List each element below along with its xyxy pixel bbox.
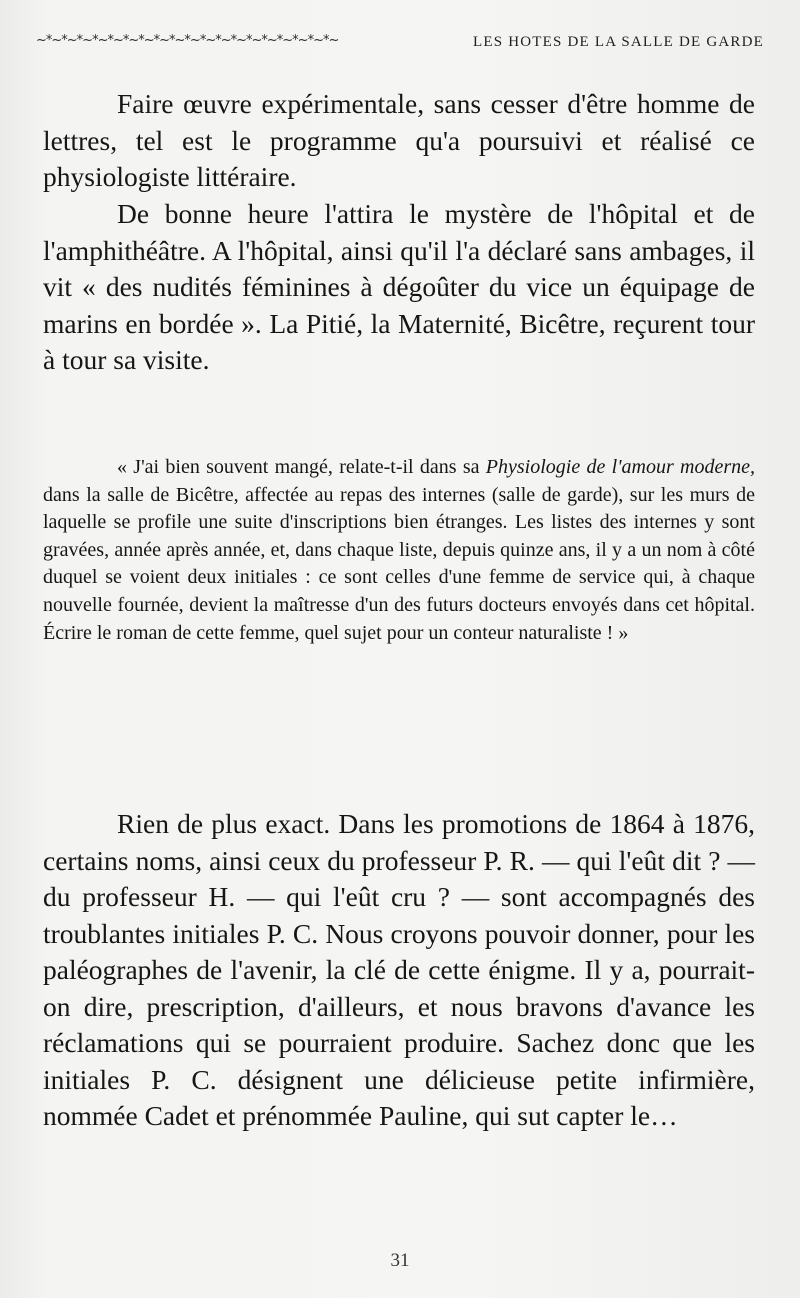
- quote-before-title: « J'ai bien souvent mangé, relate-t-il dans sa: [117, 456, 486, 478]
- closing-paragraph-text: Rien de plus exact. Dans les promotions de 1864 à 1876, certains noms, ainsi ceux du professeur P. R. — qui l'eût dit ? — du professeur H. — qui l'eût cru ? — sont accompagnés des troublantes initiales P. C. Nous croyons pouvoir donner, pour les paléographes de l'avenir, la clé de cette énigme. Il y a, pourrait-on dire, prescription, d'ailleurs, et nous bravons d'avance les réclamations qui se pourraient produire. Sachez donc que les initiales P. C. désignent une délicieuse petite infirmière, nommée Cadet et prénommée Pauline, qui sut capter le…: [43, 808, 755, 1131]
- closing-paragraph: [43, 806, 755, 1135]
- paragraph-1: [43, 86, 755, 196]
- quote-book-title: Physiologie de l'amour moderne,: [485, 456, 755, 478]
- quote-after-title: dans la salle de Bicêtre, affectée au repas des internes (salle de garde), sur les murs de laquelle se profile une suite d'inscriptions bien étranges. Les listes des internes y sont gravées, année après année, et, dans chaque liste, depuis quinze ans, il y a un nom à côté duquel se voient deux initiales : ce sont celles d'une femme de service qui, à chaque nouvelle fournée, devient la maîtresse d'un des futurs docteurs envoyés dans cet hôpital. Écrire le roman de cette femme, quel sujet pour un conteur naturaliste ! »: [43, 483, 755, 644]
- running-head: LES HOTES DE LA SALLE DE GARDE: [473, 34, 764, 50]
- block-quote: [43, 454, 755, 647]
- page-header: [36, 30, 764, 54]
- header-ornament: ~*~*~*~*~*~*~*~*~*~*~*~*~*~*~*~*~*~*~*~: [36, 33, 339, 48]
- paragraph-2-text: De bonne heure l'attira le mystère de l'hôpital et de l'amphithéâtre. A l'hôpital, ainsi qu'il l'a déclaré sans ambages, il vit « des nudités féminines à dégoûter du vice un équipage de marins en bordée ». La Pitié, la Maternité, Bicêtre, reçurent tour à tour sa visite.: [43, 198, 755, 375]
- paragraph-2: [43, 196, 755, 379]
- paragraph-1-text: Faire œuvre expérimentale, sans cesser d'être homme de lettres, tel est le programme qu'a poursuivi et réalisé ce physiologiste littéraire.: [43, 88, 755, 192]
- page-number: 31: [390, 1250, 410, 1271]
